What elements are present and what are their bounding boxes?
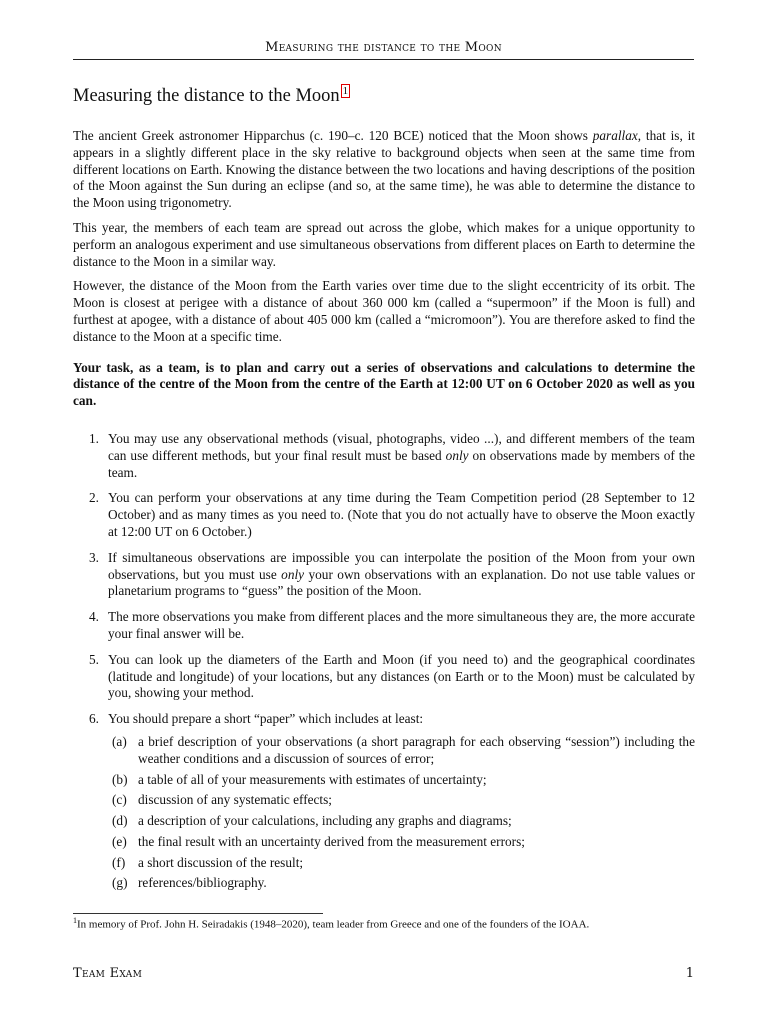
running-header xyxy=(73,40,694,55)
sub-list-item xyxy=(108,813,695,830)
list-item xyxy=(73,652,695,702)
intro-emphasis: parallax xyxy=(592,128,638,143)
item-text: If simultaneous observations are impossible you can interpolate the position of the Moon from your own observations, but you must use xyxy=(108,549,695,582)
sub-item-text: references/bibliography. xyxy=(138,875,267,891)
sub-list-label: (c) xyxy=(112,792,127,808)
sub-item-text: a brief description of your observations (a short paragraph for each observing “session”) including the weather conditions and a discussion of sources of error; xyxy=(138,733,695,766)
list-number: 3. xyxy=(89,549,99,565)
footnote-mark: 1 xyxy=(73,916,77,925)
footnote xyxy=(73,916,695,931)
sub-list-label: (b) xyxy=(112,771,128,787)
page-number: 1 xyxy=(685,966,694,981)
task-statement: Your task, as a team, is to plan and carry out a series of observations and calculations to determine the distance of the centre of the Moon from the centre of the Earth at 12:00 UT on 6 October 2020 as well as you can. xyxy=(73,359,695,409)
item-text: The more observations you make from different places and the more simultaneous they are, the more accurate your final answer will be. xyxy=(108,609,695,641)
sub-list-label: (a) xyxy=(112,733,127,749)
list-item xyxy=(73,711,695,892)
sub-list-label: (d) xyxy=(112,813,128,829)
footer-label-text: Team Exam xyxy=(73,966,143,981)
list-number: 1. xyxy=(89,430,99,446)
list-item xyxy=(73,431,695,481)
sub-item-text: a table of all of your measurements with estimates of uncertainty; xyxy=(138,771,487,787)
main-content xyxy=(73,128,695,901)
intro-text-end: , that is, it appears in a slightly different place in the sky relative to background objects when seen at the same time from different locations on Earth. Knowing the distance between the two locations and having descriptions of the position of the Moon against the Sun during an eclipse (and so, at the same time), he was able to determine the distance to the Moon using trigonometry. xyxy=(73,128,695,211)
sub-list-item xyxy=(108,734,695,768)
intro-text-start: The ancient Greek astronomer Hipparchus (c. 190–c. 120 BCE) noticed that the Moon shows xyxy=(73,128,593,143)
sub-item-text: a short discussion of the result; xyxy=(138,854,304,870)
footnote-text: In memory of Prof. John H. Seiradakis (1948–2020), team leader from Greece and one of the founders of the IOAA. xyxy=(77,918,590,931)
page-title xyxy=(73,86,350,107)
paper-requirements-list xyxy=(108,734,695,892)
list-item xyxy=(73,609,695,643)
list-item xyxy=(73,490,695,540)
list-number: 2. xyxy=(89,490,99,506)
item-text: You may use any observational methods (visual, photographs, video ...), and different members of the team can use different methods, but your final result must be based xyxy=(108,430,695,463)
item-text: You can perform your observations at any time during the Team Competition period (28 September to 12 October) and as many times as you need to. (Note that you do not actually have to observe the Moon exactly at 12:00 UT on 6 October.) xyxy=(108,490,695,539)
sub-list-label: (e) xyxy=(112,833,127,849)
running-header-title: Measuring the distance to the Moon xyxy=(265,40,502,55)
item-text: You can look up the diameters of the Earth and Moon (if you need to) and the geographical coordinates (latitude and longitude) of your locations, but any distances (on Earth or to the Moon) must be calculated by you, showing your method. xyxy=(108,651,695,701)
sub-list-label: (g) xyxy=(112,875,128,891)
context-paragraph: This year, the members of each team are spread out across the globe, which makes for a unique opportunity to perform an analogous experiment and use simultaneous observations from different places on Earth to determine the distance to the Moon in a similar way. xyxy=(73,219,695,269)
sub-list-item xyxy=(108,855,695,872)
item-text: on observations made by members of the team. xyxy=(108,447,695,480)
sub-list-item xyxy=(108,834,695,851)
orbit-paragraph: However, the distance of the Moon from the Earth varies over time due to the slight eccentricity of its orbit. The Moon is closest at perigee with a distance of about 360 000 km (called a “supermoon” if the Moon is full) and furthest at apogee, with a distance of about 405 000 km (called a “micromoon”). You are therefore asked to find the distance to the Moon at a specific time. xyxy=(73,278,695,344)
rules-list xyxy=(73,431,695,892)
sub-list-item xyxy=(108,875,695,892)
item-text: your own observations with an explanation. Do not use table values or planetarium programs to “guess” the position of the Moon. xyxy=(108,566,695,599)
list-item xyxy=(73,550,695,600)
sub-item-text: a description of your calculations, including any graphs and diagrams; xyxy=(138,813,512,829)
sub-item-text: the final result with an uncertainty derived from the measurement errors; xyxy=(138,833,525,849)
footer-label xyxy=(73,966,142,981)
list-number: 6. xyxy=(89,711,99,727)
list-number: 5. xyxy=(89,651,99,667)
sub-list-item xyxy=(108,772,695,789)
sub-list-item xyxy=(108,792,695,809)
footnote-rule xyxy=(73,913,323,914)
item-emphasis: only xyxy=(445,447,469,463)
item-text: You should prepare a short “paper” which includes at least: xyxy=(108,711,424,727)
item-emphasis: only xyxy=(281,566,305,582)
page-title-text: Measuring the distance to the Moon xyxy=(73,86,340,106)
intro-paragraph xyxy=(73,128,695,212)
sub-item-text: discussion of any systematic effects; xyxy=(138,792,332,808)
list-number: 4. xyxy=(89,609,99,625)
footnote-link[interactable]: 1 xyxy=(342,84,349,97)
header-rule xyxy=(73,59,694,60)
sub-list-label: (f) xyxy=(112,854,126,870)
